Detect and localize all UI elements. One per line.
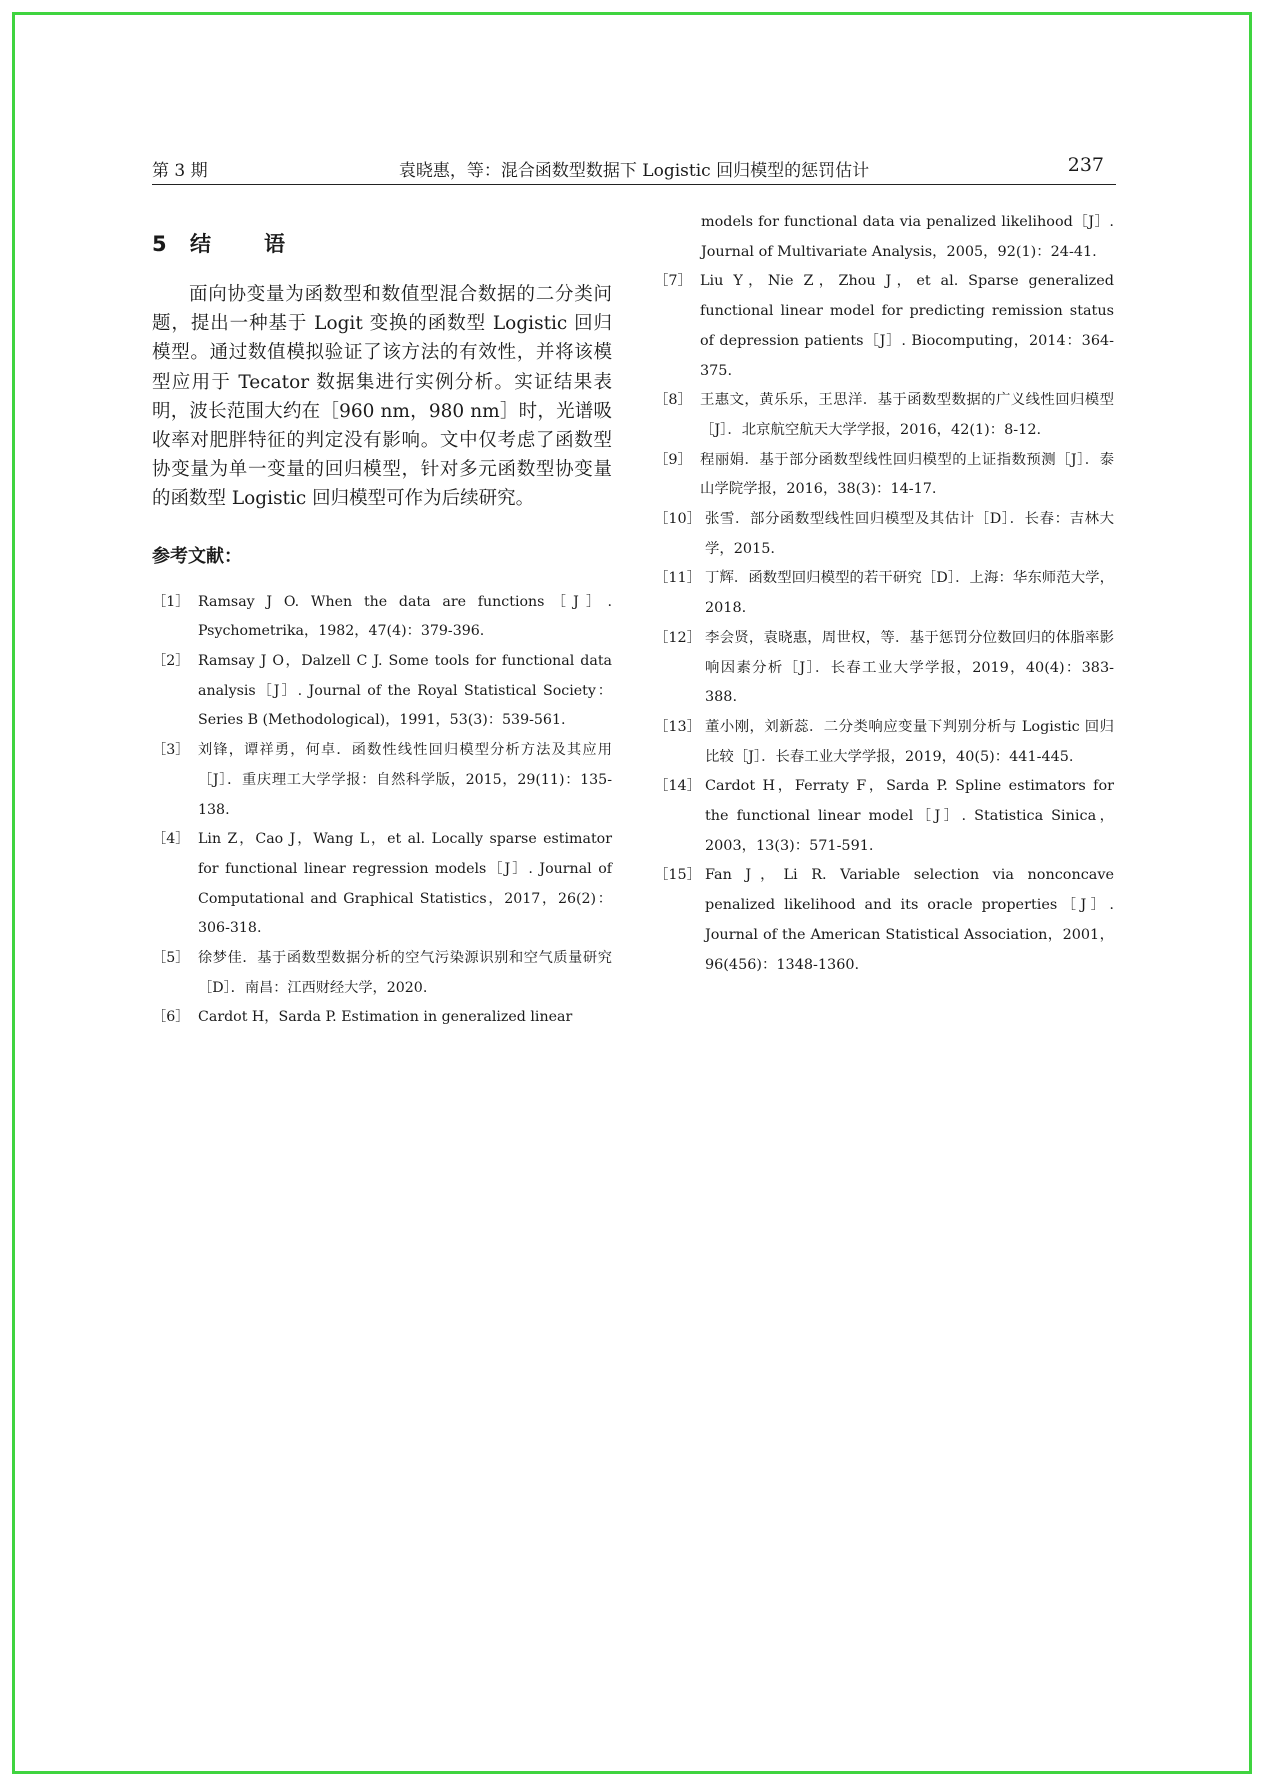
references-list-right xyxy=(654,267,1114,980)
reference-item xyxy=(654,713,1114,772)
reference-text: Lin Z，Cao J，Wang L，et al. Locally sparse estimator for functional linear regression models［J］. Journal of Computational and Graphical Statistics，2017，26(2)：306-318. xyxy=(198,831,612,937)
conclusion-paragraph: 面向协变量为函数型和数值型混合数据的二分类问题，提出一种基于 Logit 变换的函数型 Logistic 回归模型。通过数值模拟验证了该方法的有效性，并将该模型应用于 Tecator 数据集进行实例分析。实证结果表明，波长范围大约在［960 nm，980 nm］时，光谱吸收率对肥胖特征的判定没有影响。文中仅考虑了函数型协变量为单一变量的回归模型，针对多元函数型协变量的函数型 Logistic 回归模型可作为后续研究。 xyxy=(152,284,612,510)
reference-index: ［6］ xyxy=(152,1009,190,1026)
reference-text: Fan J，Li R. Variable selection via nonconcave penalized likelihood and its oracle properties［J］. Journal of the American Statistical Association，2001，96(456)：1348-1360. xyxy=(705,867,1114,973)
reference-index: ［8］ xyxy=(654,392,692,409)
reference-item xyxy=(654,861,1114,980)
reference-item xyxy=(152,944,612,1003)
running-title: 袁晓惠，等：混合函数型数据下 Logistic 回归模型的惩罚估计 xyxy=(398,161,870,181)
reference-index: ［1］ xyxy=(152,593,190,610)
references-heading: 参考文献： xyxy=(152,545,242,567)
reference-index: ［11］ xyxy=(654,570,702,587)
reference-text: 李会贤，袁晓惠，周世权，等．基于惩罚分位数回归的体脂率影响因素分析［J］．长春工业大学学报，2019，40(4)：383-388. xyxy=(705,629,1114,706)
reference-item xyxy=(654,386,1114,445)
reference-text: 徐梦佳．基于函数型数据分析的空气污染源识别和空气质量研究［D］．南昌：江西财经大学，2020. xyxy=(198,950,612,996)
reference-index: ［4］ xyxy=(152,831,190,848)
reference-text: Cardot H，Sarda P. Estimation in generalized linear xyxy=(198,1009,573,1026)
reference-text: 刘锋，谭祥勇，何卓．函数性线性回归模型分析方法及其应用［J］．重庆理工大学学报：自然科学版，2015，29(11)：135-138. xyxy=(198,742,612,818)
reference-item xyxy=(152,647,612,736)
reference-continued: models for functional data via penalized likelihood［J］. Journal of Multivariate Analysis，2005，92(1)：24-41. xyxy=(701,214,1114,260)
section-heading xyxy=(152,228,612,258)
reference-text: 张雪．部分函数型线性回归模型及其估计［D］．长春：吉林大学，2015. xyxy=(705,511,1114,557)
reference-text: 程丽娟．基于部分函数型线性回归模型的上证指数预测［J］．泰山学院学报，2016，38(3)：14-17. xyxy=(700,451,1114,498)
reference-text: Cardot H，Ferraty F，Sarda P. Spline estimators for the functional linear model［J］. Statistica Sinica，2003，13(3)：571-591. xyxy=(705,778,1114,854)
page-number: 237 xyxy=(1067,154,1104,176)
reference-item xyxy=(654,267,1114,386)
reference-index: ［13］ xyxy=(654,718,702,735)
reference-item xyxy=(152,736,612,825)
reference-index: ［5］ xyxy=(152,950,190,967)
section-number: 5 xyxy=(152,232,167,256)
reference-index: ［12］ xyxy=(654,629,702,646)
section-title: 结 语 xyxy=(190,232,301,256)
right-column xyxy=(654,208,1114,980)
reference-text: Ramsay J O. When the data are functions［J］. Psychometrika，1982，47(4)：379-396. xyxy=(198,593,612,640)
reference-item xyxy=(654,624,1114,713)
reference-index: ［3］ xyxy=(152,742,190,759)
reference-index: ［2］ xyxy=(152,653,190,670)
issue-number: 第 3 期 xyxy=(152,161,208,181)
reference-text: 董小刚，刘新蕊．二分类响应变量下判别分析与 Logistic 回归比较［J］．长春工业大学学报，2019，40(5)：441-445. xyxy=(705,718,1114,765)
reference-text: 王惠文，黄乐乐，王思洋．基于函数型数据的广义线性回归模型［J］．北京航空航天大学学报，2016，42(1)：8-12. xyxy=(700,392,1114,438)
reference-item xyxy=(152,588,612,647)
reference-item xyxy=(152,825,612,944)
references-list-left xyxy=(152,588,612,1034)
running-header xyxy=(152,150,1116,185)
reference-text: Ramsay J O，Dalzell C J. Some tools for functional data analysis［J］. Journal of the Royal Statistical Society：Series B (Methodological)，1991，53(3)：539-561. xyxy=(198,653,612,729)
reference-index: ［14］ xyxy=(654,778,702,795)
reference-item xyxy=(654,772,1114,861)
reference-index: ［7］ xyxy=(654,273,692,290)
reference-text: 丁辉．函数型回归模型的若干研究［D］．上海：华东师范大学，2018. xyxy=(705,570,1114,617)
left-column xyxy=(152,210,612,1033)
reference-index: ［9］ xyxy=(654,451,692,468)
reference-text: Liu Y，Nie Z，Zhou J，et al. Sparse generalized functional linear model for predicting remission status of depression patients［J］. Biocomputing，2014：364-375. xyxy=(700,273,1114,379)
reference-index: ［15］ xyxy=(654,867,702,884)
reference-item xyxy=(152,1003,612,1033)
reference-index: ［10］ xyxy=(654,511,702,528)
reference-item xyxy=(654,564,1114,623)
reference-item xyxy=(654,446,1114,505)
reference-item xyxy=(654,505,1114,564)
